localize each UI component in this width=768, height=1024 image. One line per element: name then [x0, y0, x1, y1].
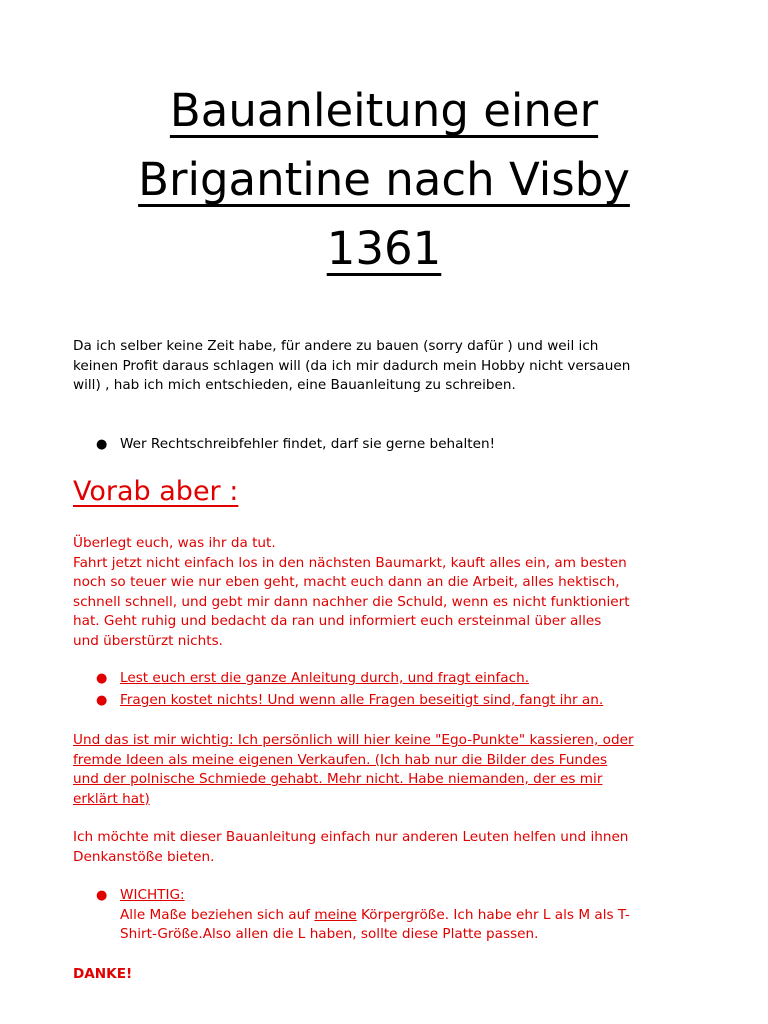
intro-line-1: Da ich selber keine Zeit habe, für andere zu bauen (sorry dafür ) und weil ich [73, 338, 599, 354]
intro-paragraph [73, 337, 713, 396]
wichtig-line-1-a: Alle Maße beziehen sich auf [120, 906, 315, 923]
advice-bullet-1 [96, 669, 699, 689]
important-paragraph [73, 731, 713, 809]
intro-line-3: will) , hab ich mich entschieden, eine Bauanleitung zu schreiben. [73, 377, 516, 393]
bullet-icon: ● [96, 693, 108, 708]
title-line-2: Brigantine nach Visby [138, 153, 630, 206]
wichtig-line-1-c: Körpergröße. Ich habe ehr L als M als T- [356, 906, 630, 923]
warning-line-3: noch so teuer wie nur eben geht, macht euch dann an die Arbeit, alles hektisch, [73, 574, 620, 590]
advice-bullet-text: Lest euch erst die ganze Anleitung durch, und fragt einfach. [120, 670, 530, 686]
warning-line-5: hat. Geht ruhig und bedacht da ran und informiert euch ersteinmal über alles [73, 613, 602, 629]
important-line-4: erklärt hat) [73, 790, 150, 807]
title-line-3: 1361 [326, 222, 442, 275]
warning-line-6: und überstürzt nichts. [73, 632, 223, 649]
important-line-1: Und das ist mir wichtig: Ich persönlich will hier keine "Ego-Punkte" kassieren, oder [73, 732, 634, 748]
bullet-icon: ● [96, 671, 108, 686]
intro-line-2: keinen Profit daraus schlagen will (da ich mir dadurch mein Hobby nicht versauen [73, 357, 631, 374]
wichtig-bullet [96, 886, 699, 945]
bullet-icon: ● [96, 888, 108, 903]
purpose-line-1: Ich möchte mit dieser Bauanleitung einfach nur anderen Leuten helfen und ihnen [73, 829, 629, 845]
important-line-2: fremde Ideen als meine eigenen Verkaufen. (Ich hab nur die Bilder des Fundes [73, 751, 608, 768]
wichtig-line-2: Shirt-Größe.Also allen die L haben, sollte diese Platte passen. [120, 926, 539, 942]
wichtig-label: WICHTIG: [120, 887, 185, 903]
bullet-icon: ● [96, 437, 108, 452]
purpose-paragraph [73, 828, 713, 867]
note-bullet-text: Wer Rechtschreibfehler findet, darf sie gerne behalten! [120, 436, 496, 452]
wichtig-line-1 [120, 906, 699, 926]
document-title [60, 76, 708, 283]
advice-bullet-text: Fragen kostet nichts! Und wenn alle Fragen beseitigt sind, fangt ihr an. [120, 692, 604, 708]
title-line-1: Bauanleitung einer [169, 84, 599, 137]
advice-bullet-2 [96, 691, 699, 711]
warning-paragraph [73, 534, 713, 651]
warning-line-1: Überlegt euch, was ihr da tut. [73, 535, 276, 551]
purpose-line-2: Denkanstöße bieten. [73, 848, 215, 865]
warning-line-2: Fahrt jetzt nicht einfach los in den nächsten Baumarkt, kauft alles ein, am besten [73, 554, 627, 571]
section-heading: Vorab aber : [73, 476, 239, 507]
note-bullet [96, 435, 699, 455]
wichtig-emphasis: meine [314, 906, 357, 923]
important-line-3: und der polnische Schmiede gehabt. Mehr nicht. Habe niemanden, der es mir [73, 771, 603, 787]
warning-line-4: schnell schnell, und gebt mir dann nachher die Schuld, wenn es nicht funktioniert [73, 593, 630, 610]
thanks-text: DANKE! [73, 966, 133, 982]
